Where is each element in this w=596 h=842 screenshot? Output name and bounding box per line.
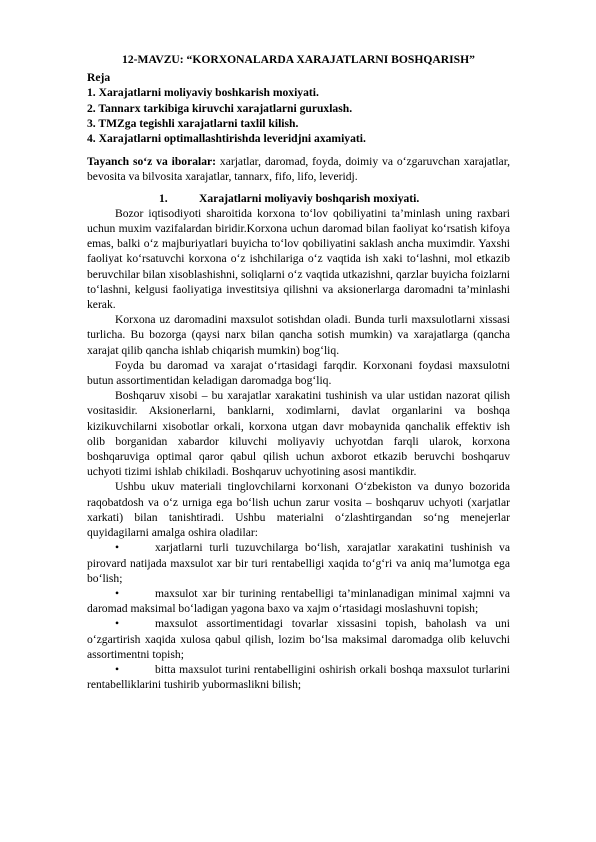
section-title: Xarajatlarni moliyaviy boshqarish moxiyati.	[199, 191, 420, 205]
bullet-text-2: maxsulot xar bir turining rentabelligi ta’minlanadigan minimal xajmni va daromad maksimal bo‘ladigan yagona baxo va xajm o‘rtasidagi moslashuvni topish;	[87, 586, 510, 616]
bullet-text-1: xarjatlarni turli tuzuvchilarga bo‘lish, xarajatlar xarakatini tushinish va pirovard natijada maxsulot xar bir turi rentabelligi xaqida to‘g‘ri va aniq ma’lumotga ega bo‘lish;	[87, 541, 510, 585]
section-heading	[87, 191, 510, 206]
plan-item-4: 4. Xarajatlarni optimallashtirishda leveridjni axamiyati.	[87, 132, 366, 146]
keywords-paragraph	[87, 154, 510, 184]
bullet-icon: •	[115, 586, 120, 600]
bullet-icon: •	[115, 541, 120, 555]
bullet-item-3	[87, 616, 510, 662]
paragraph-5: Ushbu ukuv materiali tinglovchilarni korxonani O‘zbekiston va dunyo bozorida raqobatdosh va o‘z urniga ega bo‘lish uchun zarur vosita – boshqaruv uchyoti (xarjatlar xarkati) bilan tanishtiradi. Ushbu materialni o‘zlashtirgandan so‘ng menejerlar quyidagilarni amalga oshira oladilar:	[87, 480, 510, 540]
plan-item-2: 2. Tannarx tarkibiga kiruvchi xarajatlarni guruxlash.	[87, 101, 353, 115]
bullet-text-4: bitta maxsulot turini rentabelligini oshirish orkali boshqa maxsulot turlarini rentabelliklarini tushirib yubormaslikni bilish;	[87, 662, 510, 692]
plan-heading: Reja	[87, 71, 111, 85]
bullet-item-2	[87, 586, 510, 616]
bullet-icon: •	[115, 662, 120, 676]
document-page	[87, 52, 510, 692]
paragraph-1: Bozor iqtisodiyoti sharoitida korxona to‘lov qobiliyatini ta’minlash uning raxbari uchun muxim vazifalardan biridir.Korxona uchun daromad bilan faoliyat ko‘rsatish kifoya emas, balki o‘z majburiyatlari buyicha to‘lov qobiliyatini saklash ancha muximdir. Yaxshi faoliyat ko‘rsatuvchi korxona o‘z ishchilariga o‘z vaqtida ish xaki to‘lashni, mol etkazib beruvchilar bilan xisoblashishni, soliqlarni o‘z vaqtida utkazishni, qarzlar buyicha foizlarni to‘lashni, kelgusi faoliyatiga investitsiya qilishni va aksionerlarga daromadni ta’minlashi kerak.	[87, 206, 510, 312]
keywords-text: xarjatlar, daromad, foyda, doimiy va o‘zgaruvchan xarajatlar, bevosita va bilvosita xarajatlar, tannarx, fifo, lifo, leveridj.	[87, 155, 510, 184]
plan-item-1: 1. Xarajatlarni moliyaviy boshkarish moxiyati.	[87, 86, 319, 100]
document-title: 12-MAVZU: “KORXONALARDA XARAJATLARNI BOSHQARISH”	[122, 53, 475, 66]
keywords-label: Tayanch so‘z va iboralar:	[87, 155, 217, 169]
bullet-item-1	[87, 540, 510, 586]
plan-item-3: 3. TMZga tegishli xarajatlarni taxlil kilish.	[87, 116, 299, 130]
bullet-text-3: maxsulot assortimentidagi tovarlar xissasini topish, baholash va uni o‘zgartirish xaqida xulosa qabul qilish, lozim bo‘lsa maksimal daromadga olib keluvchi assortimentni topish;	[87, 617, 510, 661]
paragraph-2: Korxona uz daromadini maxsulot sotishdan oladi. Bunda turli maxsulotlarni xissasi turlicha. Bu bozorga (qaysi narx bilan qancha sotish mumkin) va xarajatlarga (qancha xarajat qilib qancha ishlab chiqarish mumkin) bog‘liq.	[87, 313, 510, 357]
paragraph-3: Foyda bu daromad va xarajat o‘rtasidagi farqdir. Korxonani foydasi maxsulotni butun assortimentidan keladigan daromadga bog‘liq.	[87, 358, 510, 388]
paragraph-4: Boshqaruv xisobi – bu xarajatlar xarakatini tushinish va ular ustidan nazorat qilish vositasidir. Aksionerlarni, banklarni, xodimlarni, davlat organlarini va boshqa kizikuvchilarni xisobotlar orkali, korxona utgan davr mobaynida qanchalik effektiv ish olib borganidan xabardor kiluvchi moliyaviy uchyotdan farqli ularok, korxona boshqaruviga optimal qaror qabul qilish uchun axborot etkazib beruvchi boshqaruv uchyoti tizimi ishlab chikiladi. Boshqaruv uchyotining asosi mantikdir.	[87, 389, 510, 479]
bullet-icon: •	[115, 617, 120, 631]
section-number: 1.	[159, 191, 168, 205]
bullet-item-4	[87, 662, 510, 692]
